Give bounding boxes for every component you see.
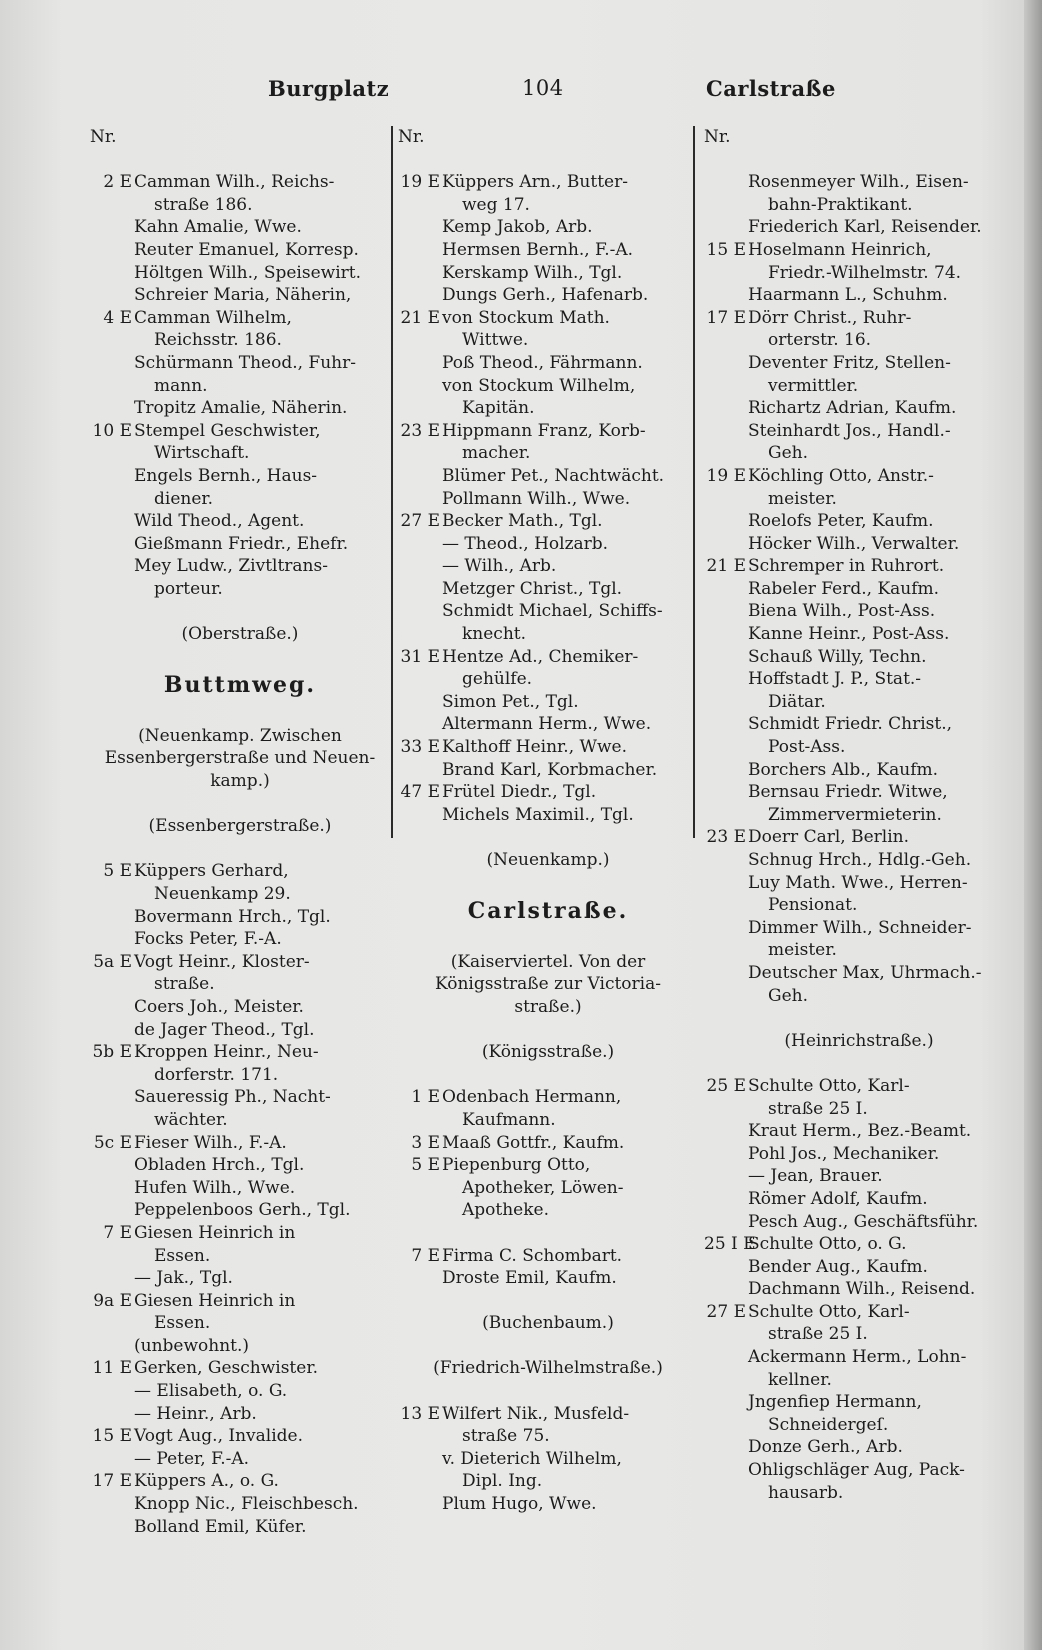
house-entry (704, 1233, 1014, 1256)
resident-line: Kerskamp Wilh., Tgl. (442, 262, 623, 283)
column-right (704, 126, 1014, 1504)
spacer (90, 646, 390, 669)
house-number: 7 E (411, 1245, 440, 1266)
house-entry (398, 510, 698, 533)
house-number: 31 E (400, 646, 440, 667)
house-number: 27 E (400, 511, 440, 532)
house-number: 1 E (411, 1087, 440, 1108)
resident-line: — Jean, Brauer. (748, 1166, 883, 1187)
resident-name: Küppers Arn., Butter- (442, 172, 628, 193)
continuation-line: porteur. (154, 578, 223, 599)
spacer (398, 1290, 698, 1313)
resident-line: Luy Math. Wwe., Herren- (748, 872, 968, 893)
resident-line: Mey Ludw., Zivtltrans- (134, 556, 328, 577)
resident-line: — Peter, F.-A. (134, 1448, 250, 1469)
house-number: 5 E (411, 1155, 440, 1176)
continuation-line: Apotheke. (462, 1200, 550, 1221)
house-number: 5c E (93, 1132, 132, 1153)
resident-line: Schürmann Theod., Fuhr- (134, 352, 356, 373)
resident-line: — Theod., Holzarb. (442, 533, 609, 554)
continuation-line: Wittwe. (462, 330, 529, 351)
house-number: 2 E (103, 172, 132, 193)
continuation-line: straße 186. (154, 194, 253, 215)
house-number: 19 E (706, 465, 746, 486)
continuation-line: straße 25 I. (768, 1098, 868, 1119)
house-entry (704, 239, 1014, 262)
continuation-line: Schneidergeſ. (768, 1414, 889, 1435)
continuation-line: orterstr. 16. (768, 330, 872, 351)
resident-line: Reuter Emanuel, Korresp. (134, 239, 359, 260)
house-entry (90, 1425, 390, 1448)
house-number: 3 E (411, 1132, 440, 1153)
column-heading: Nr. (704, 127, 731, 147)
section-note: (Buchenbaum.) (482, 1313, 614, 1334)
section-note: Königsstraße zur Victoria- (435, 974, 661, 995)
spacer (90, 600, 390, 623)
continuation-line: hausarb. (768, 1482, 844, 1503)
resident-line: Peppelenboos Gerh., Tgl. (134, 1200, 351, 1221)
resident-line: Obladen Hrch., Tgl. (134, 1155, 305, 1176)
resident-line: Michels Maximil., Tgl. (442, 804, 634, 825)
resident-name: Schremper in Ruhrort. (748, 556, 945, 577)
resident-line: Rabeler Ferd., Kaufm. (748, 578, 940, 599)
continuation-line: gehülfe. (462, 669, 533, 690)
spacer (90, 838, 390, 861)
house-number: 23 E (706, 827, 746, 848)
section-note: (Königsstraße.) (481, 1042, 615, 1063)
resident-line: v. Dieterich Wilhelm, (442, 1448, 622, 1469)
house-number: 47 E (400, 782, 440, 803)
continuation-line: dorferstr. 171. (154, 1064, 279, 1085)
section-note: straße.) (514, 996, 582, 1017)
resident-name: Piepenburg Otto, (442, 1155, 591, 1176)
house-entry (90, 1470, 390, 1493)
spacer (398, 928, 698, 951)
house-entry (90, 1290, 390, 1313)
resident-line: Simon Pet., Tgl. (442, 691, 579, 712)
resident-line: Richartz Adrian, Kaufm. (748, 398, 957, 419)
house-entry (704, 826, 1014, 849)
resident-line: de Jager Theod., Tgl. (134, 1019, 315, 1040)
continuation-line: Kapitän. (462, 398, 535, 419)
spacer (90, 793, 390, 816)
house-entry (90, 171, 390, 194)
resident-name: Maaß Gottfr., Kaufm. (442, 1132, 625, 1153)
resident-name: Küppers Gerhard, (134, 861, 289, 882)
resident-line: Römer Adolf, Kaufm. (748, 1188, 928, 1209)
house-entry (90, 860, 390, 883)
house-entry (398, 1086, 698, 1109)
resident-line: Poß Theod., Fährmann. (442, 352, 643, 373)
resident-line: Schmidt Friedr. Christ., (748, 714, 953, 735)
resident-line: Pohl Jos., Mechaniker. (748, 1143, 940, 1164)
house-number: 5a E (93, 951, 132, 972)
resident-name: Odenbach Hermann, (442, 1087, 622, 1108)
page-edge (1024, 0, 1042, 1650)
continuation-line: Apotheker, Löwen- (462, 1177, 624, 1198)
spacer (704, 1007, 1014, 1030)
street-heading: Carlstraße. (467, 898, 629, 925)
resident-line: Hufen Wilh., Wwe. (134, 1177, 296, 1198)
resident-line: von Stockum Wilhelm, (442, 375, 636, 396)
resident-line: Höcker Wilh., Verwalter. (748, 533, 960, 554)
continuation-line: Wirtschaft. (154, 443, 250, 464)
column-heading: Nr. (90, 127, 117, 147)
section-note: (Friedrich-Wilhelmstraße.) (433, 1358, 663, 1379)
continuation-line: straße 75. (462, 1426, 550, 1447)
house-entry (90, 1132, 390, 1155)
house-entry (90, 951, 390, 974)
resident-line: Brand Karl, Korbmacher. (442, 759, 658, 780)
spacer (704, 1052, 1014, 1075)
house-number: 17 E (706, 307, 746, 328)
house-number: 25 E (706, 1075, 746, 1096)
continuation-line: Pensionat. (768, 895, 858, 916)
resident-line: Focks Peter, F.-A. (134, 929, 282, 950)
column-left (90, 126, 390, 1538)
running-head-left: Burgplatz (268, 76, 390, 101)
section-note: (Essenbergerstraße.) (148, 816, 332, 837)
resident-line: Ackermann Herm., Lohn- (748, 1347, 967, 1368)
column-rule-1 (391, 126, 393, 838)
resident-line: Coers Joh., Meister. (134, 996, 304, 1017)
resident-line: Pesch Aug., Geschäftsführ. (748, 1211, 979, 1232)
house-number: 27 E (706, 1301, 746, 1322)
resident-line: Bolland Emil, Küfer. (134, 1516, 307, 1537)
house-number: 9a E (93, 1290, 132, 1311)
section-note: (Neuenkamp.) (486, 850, 610, 870)
resident-line: Höltgen Wilh., Speisewirt. (134, 262, 361, 283)
house-number: 15 E (92, 1426, 132, 1447)
house-number: 10 E (92, 420, 132, 441)
resident-line: — Wilh., Arb. (442, 556, 557, 577)
continuation-line: Essen. (154, 1313, 211, 1334)
resident-name: Gerken, Geschwister. (134, 1358, 318, 1379)
spacer (398, 1380, 698, 1403)
house-entry (90, 1357, 390, 1380)
resident-line: Hoffstadt J. P., Stat.- (748, 669, 922, 690)
spacer (704, 149, 1014, 172)
resident-name: Vogt Aug., Invalide. (134, 1426, 304, 1447)
continuation-line: bahn-Praktikant. (768, 194, 913, 215)
resident-line: Schauß Willy, Techn. (748, 646, 927, 667)
continuation-line: wächter. (154, 1109, 228, 1130)
resident-name: Köchling Otto, Anstr.- (748, 465, 934, 486)
resident-line: Kanne Heinr., Post-Ass. (748, 624, 950, 645)
resident-line: Kemp Jakob, Arb. (442, 217, 593, 238)
house-number: 15 E (706, 239, 746, 260)
resident-name: Giesen Heinrich in (134, 1222, 296, 1243)
section-note: (Heinrichstraße.) (784, 1030, 934, 1051)
house-entry (398, 1245, 698, 1268)
resident-line: Dachmann Wilh., Reisend. (748, 1279, 976, 1300)
resident-name: Hippmann Franz, Korb- (442, 420, 646, 441)
resident-line: Plum Hugo, Wwe. (442, 1494, 597, 1515)
continuation-line: meister. (768, 940, 837, 961)
resident-line: Kraut Herm., Bez.-Beamt. (748, 1121, 972, 1142)
continuation-line: vermittler. (768, 375, 859, 396)
house-number: 17 E (92, 1471, 132, 1492)
resident-line: Ohligschläger Aug, Pack- (748, 1460, 965, 1481)
resident-name: von Stockum Math. (442, 307, 610, 328)
resident-line: Haarmann L., Schuhm. (748, 285, 948, 306)
resident-line: Altermann Herm., Wwe. (442, 714, 652, 735)
spacer (398, 1019, 698, 1042)
resident-name: Camman Wilh., Reichs- (134, 172, 335, 193)
resident-line: Schnug Hrch., Hdlg.-Geh. (748, 850, 972, 870)
resident-line: Engels Bernh., Haus- (134, 465, 318, 486)
running-head-right: Carlstraße (706, 76, 836, 101)
page-number: 104 (522, 76, 564, 100)
continuation-line: straße. (154, 974, 215, 995)
house-number: 4 E (103, 307, 132, 328)
house-entry (704, 1301, 1014, 1324)
section-note: (Oberstraße.) (181, 624, 299, 645)
resident-line: Dimmer Wilh., Schneider- (748, 917, 972, 938)
resident-line: Roelofs Peter, Kaufm. (748, 511, 934, 532)
continuation-line: macher. (462, 443, 531, 464)
column-middle (398, 126, 698, 1516)
continuation-line: kellner. (768, 1369, 832, 1390)
house-entry (398, 736, 698, 759)
resident-line: Biena Wilh., Post-Ass. (748, 601, 936, 622)
continuation-line: knecht. (462, 624, 527, 645)
section-note: kamp.) (210, 771, 270, 792)
resident-name: Vogt Heinr., Kloster- (134, 951, 310, 972)
resident-line: Rosenmeyer Wilh., Eisen- (748, 172, 969, 193)
resident-name: Becker Math., Tgl. (442, 511, 603, 532)
house-entry (90, 1222, 390, 1245)
house-entry (398, 781, 698, 804)
house-number: 33 E (400, 737, 440, 758)
continuation-line: mann. (154, 375, 208, 396)
street-heading: Buttmweg. (163, 672, 317, 699)
house-entry (398, 1403, 698, 1426)
resident-name: Frütel Diedr., Tgl. (442, 782, 597, 803)
resident-line: Deventer Fritz, Stellen- (748, 352, 951, 373)
spacer (398, 872, 698, 895)
spacer (90, 702, 390, 725)
resident-line: Saueressig Ph., Nacht- (134, 1087, 331, 1108)
house-number: 19 E (400, 172, 440, 193)
resident-line: Schreier Maria, Näherin, (134, 285, 352, 306)
resident-line: — Jak., Tgl. (134, 1268, 233, 1289)
resident-name: Schulte Otto, o. G. (748, 1234, 907, 1255)
house-number: 7 E (103, 1222, 132, 1243)
spacer (398, 1064, 698, 1087)
resident-line: Donze Gerh., Arb. (748, 1437, 903, 1458)
house-number: 21 E (400, 307, 440, 328)
resident-line: Bovermann Hrch., Tgl. (134, 906, 331, 927)
house-entry (398, 171, 698, 194)
column-heading: Nr. (398, 127, 425, 147)
resident-line: Bender Aug., Kaufm. (748, 1256, 928, 1277)
section-note: Essenbergerstraße und Neuen- (104, 748, 376, 769)
resident-name: Stempel Geschwister, (134, 420, 321, 441)
resident-name: Firma C. Schombart. (442, 1245, 623, 1266)
continuation-line: Friedr.-Wilhelmstr. 74. (768, 262, 962, 283)
house-entry (398, 420, 698, 443)
house-number: 5b E (92, 1042, 132, 1063)
resident-name: Hoselmann Heinrich, (748, 239, 932, 260)
resident-line: Bernsau Friedr. Witwe, (748, 782, 948, 803)
resident-line: — Heinr., Arb. (134, 1403, 257, 1424)
resident-name: Kalthoff Heinr., Wwe. (442, 737, 627, 758)
continuation-line: Zimmervermieterin. (768, 804, 942, 825)
continuation-line: Kaufmann. (462, 1109, 556, 1130)
section-note: (Kaiserviertel. Von der (450, 951, 646, 972)
resident-line: Gießmann Friedr., Ehefr. (134, 533, 349, 554)
resident-name: Kroppen Heinr., Neu- (134, 1042, 319, 1063)
resident-name: Küppers A., o. G. (134, 1471, 279, 1492)
resident-line: Friederich Karl, Reisender. (748, 217, 982, 238)
resident-line: Dungs Gerh., Hafenarb. (442, 285, 649, 306)
house-entry (398, 1132, 698, 1155)
spacer (398, 1222, 698, 1245)
resident-name: Giesen Heinrich in (134, 1290, 296, 1311)
continuation-line: Neuenkamp 29. (154, 884, 291, 904)
resident-name: Dörr Christ., Ruhr- (748, 307, 912, 328)
section-note: (Neuenkamp. Zwischen (138, 725, 342, 746)
house-entry (398, 307, 698, 330)
continuation-line: diener. (154, 488, 214, 509)
spacer (90, 149, 390, 172)
resident-line: Schmidt Michael, Schiffs- (442, 601, 663, 622)
house-number: 11 E (92, 1358, 132, 1379)
house-number: 23 E (400, 420, 440, 441)
continuation-line: Geh. (768, 443, 808, 464)
house-number: 25 I E (704, 1234, 756, 1255)
resident-line: Steinhardt Jos., Handl.- (748, 420, 951, 441)
resident-name: Fieser Wilh., F.-A. (134, 1132, 287, 1153)
spacer (398, 149, 698, 172)
house-entry (704, 307, 1014, 330)
continuation-line: Diätar. (768, 691, 826, 712)
resident-name: Camman Wilhelm, (134, 307, 292, 328)
house-entry (704, 1075, 1014, 1098)
resident-line: Hermsen Bernh., F.-A. (442, 239, 634, 260)
resident-line: Kahn Amalie, Wwe. (134, 217, 302, 238)
continuation-line: Post-Ass. (768, 737, 846, 758)
spacer (398, 826, 698, 849)
house-number: 13 E (400, 1403, 440, 1424)
continuation-line: weg 17. (462, 194, 530, 215)
resident-line: Tropitz Amalie, Näherin. (134, 398, 348, 419)
resident-name: Schulte Otto, Karl- (748, 1075, 910, 1096)
house-entry (90, 1041, 390, 1064)
continuation-line: Reichsstr. 186. (154, 330, 282, 351)
continuation-line: meister. (768, 488, 837, 509)
continuation-line: straße 25 I. (768, 1324, 868, 1345)
house-entry (90, 420, 390, 443)
house-number: 5 E (103, 861, 132, 882)
house-number: 21 E (706, 556, 746, 577)
continuation-line: Geh. (768, 985, 808, 1006)
resident-line: — Elisabeth, o. G. (134, 1381, 288, 1402)
house-entry (90, 307, 390, 330)
resident-line: Blümer Pet., Nachtwächt. (442, 465, 665, 486)
resident-line: Borchers Alb., Kaufm. (748, 759, 939, 780)
page-header (0, 76, 1042, 116)
continuation-line: Essen. (154, 1245, 211, 1266)
resident-line: Jngenfiep Hermann, (748, 1392, 922, 1413)
resident-line: (unbewohnt.) (134, 1335, 250, 1356)
resident-line: Pollmann Wilh., Wwe. (442, 488, 631, 509)
house-entry (704, 555, 1014, 578)
resident-line: Deutscher Max, Uhrmach.- (748, 962, 982, 983)
resident-line: Droste Emil, Kaufm. (442, 1268, 617, 1289)
resident-name: Wilfert Nik., Musfeld- (442, 1403, 630, 1424)
resident-line: Knopp Nic., Fleischbesch. (134, 1494, 359, 1515)
resident-name: Doerr Carl, Berlin. (748, 827, 910, 848)
house-entry (398, 1154, 698, 1177)
resident-name: Schulte Otto, Karl- (748, 1301, 910, 1322)
spacer (398, 1335, 698, 1358)
house-entry (704, 465, 1014, 488)
resident-line: Wild Theod., Agent. (134, 511, 305, 532)
resident-name: Hentze Ad., Chemiker- (442, 646, 639, 667)
house-entry (398, 646, 698, 669)
resident-line: Metzger Christ., Tgl. (442, 578, 623, 599)
continuation-line: Dipl. Ing. (462, 1471, 543, 1492)
